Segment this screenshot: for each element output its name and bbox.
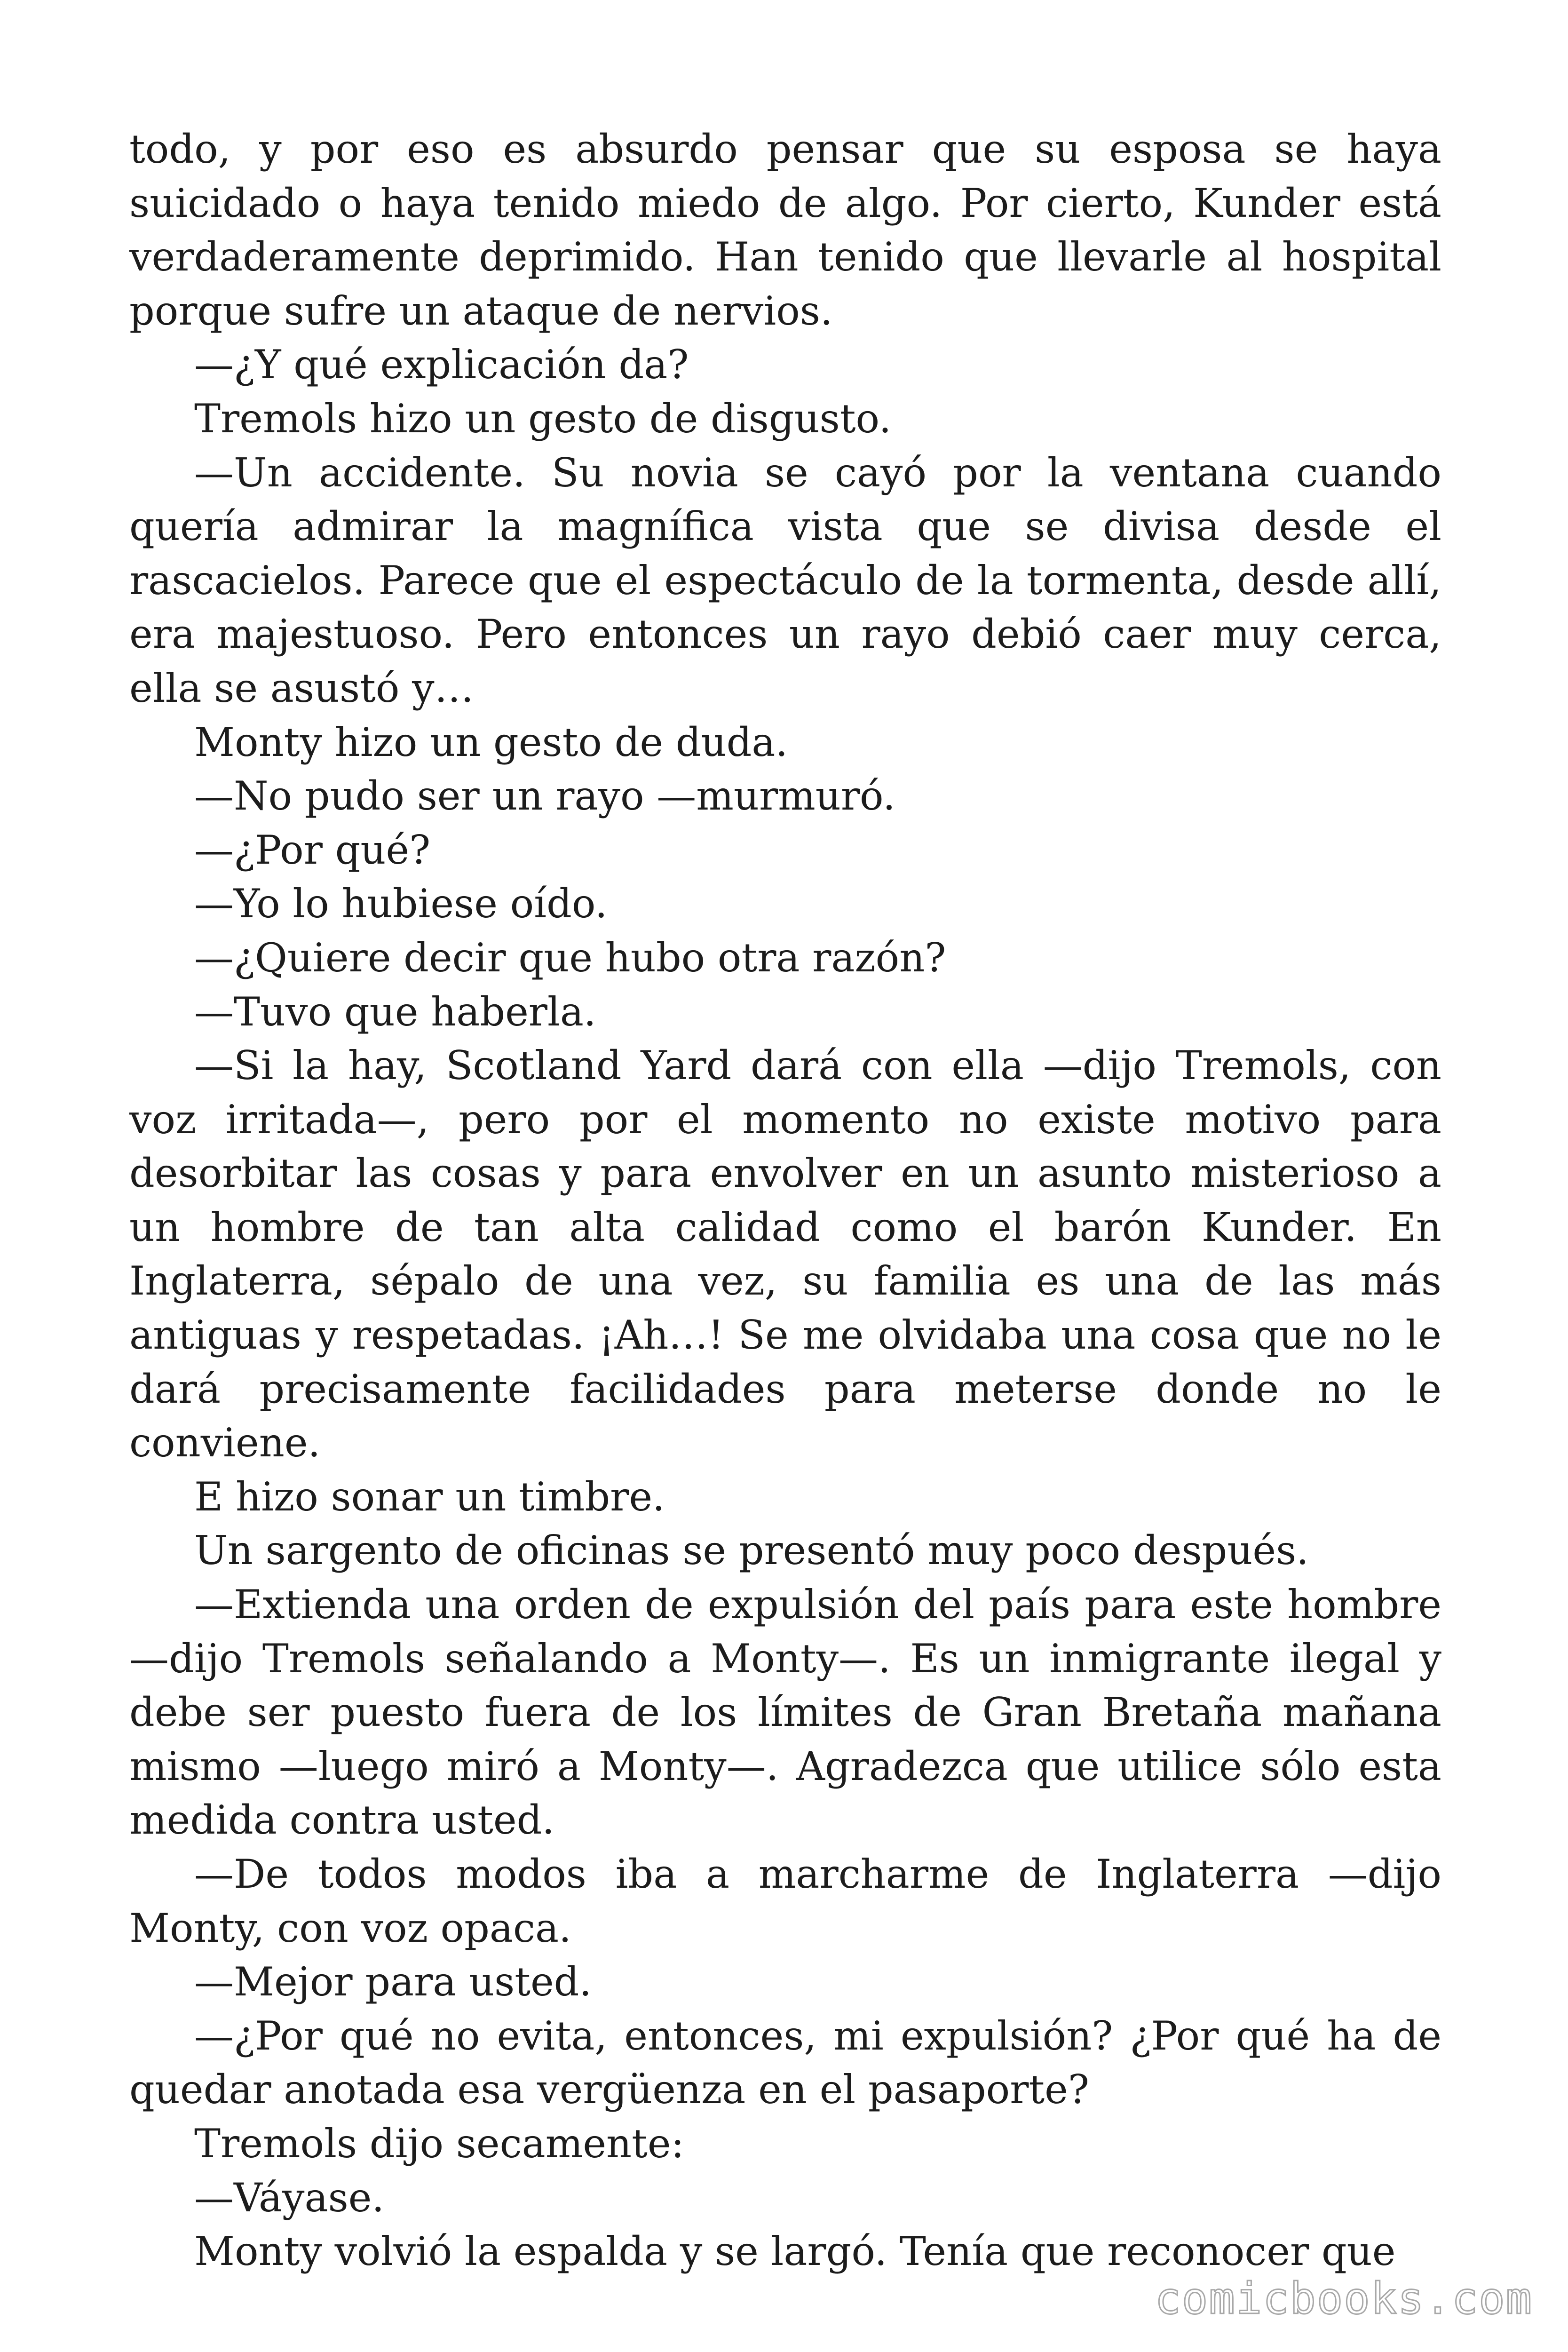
paragraph: Tremols dijo secamente: xyxy=(194,2120,684,2167)
paragraph: Un sargento de oficinas se presentó muy poco después. xyxy=(194,1527,1309,1574)
paragraph: Tremols hizo un gesto de disgusto. xyxy=(194,395,892,442)
paragraph: —¿Y qué explicación da? xyxy=(194,342,689,388)
paragraph: —Mejor para usted. xyxy=(194,1959,592,2005)
paragraph: Monty volvió la espalda y se largó. Tenía que reconocer que xyxy=(194,2228,1396,2275)
body-text xyxy=(129,122,1441,2279)
paragraph: —Tuvo que haberla. xyxy=(194,988,596,1035)
paragraph: —Yo lo hubiese oído. xyxy=(194,881,608,927)
paragraph: E hizo sonar un timbre. xyxy=(194,1473,665,1520)
paragraph: —Si la hay, Scotland Yard dará con ella —dijo Tremols, con voz irritada—, pero por el momento no existe motivo para desorbitar las cosas y para envolver en un asunto misterioso a un hombre de tan alta calidad como el barón Kunder. En Inglaterra, sépalo de una vez, su familia es una de las más antiguas y respetadas. ¡Ah…! Se me olvidaba una cosa que no le dará precisamente facilidades para meterse donde no le conviene. xyxy=(129,1042,1441,1466)
paragraph: Monty hizo un gesto de duda. xyxy=(194,719,788,765)
paragraph: —¿Por qué no evita, entonces, mi expulsión? ¿Por qué ha de quedar anotada esa vergüenza en el pasaporte? xyxy=(129,2012,1441,2113)
paragraph: —No pudo ser un rayo —murmuró. xyxy=(194,773,895,819)
paragraph: —¿Quiere decir que hubo otra razón? xyxy=(194,934,946,981)
paragraph: —Un accidente. Su novia se cayó por la ventana cuando quería admirar la magnífica vista que se divisa desde el rascacielos. Parece que el espectáculo de la tormenta, desde allí, era majestuoso. Pero entonces un rayo debió caer muy cerca, ella se asustó y… xyxy=(129,449,1441,711)
paragraph: —Váyase. xyxy=(194,2174,385,2221)
paragraph: todo, y por eso es absurdo pensar que su esposa se haya suicidado o haya tenido miedo de algo. Por cierto, Kunder está verdaderamente deprimido. Han tenido que llevarle al hospital porque sufre un ataque de nervios. xyxy=(129,126,1441,334)
paragraph: —¿Por qué? xyxy=(194,826,431,873)
watermark: comicbooks.com xyxy=(1155,2273,1533,2324)
paragraph: —Extienda una orden de expulsión del país para este hombre —dijo Tremols señalando a Monty—. Es un inmigrante ilegal y debe ser puesto fuera de los límites de Gran Bretaña mañana mismo —luego miró a Monty—. Agradezca que utilice sólo esta medida contra usted. xyxy=(129,1581,1441,1843)
paragraph: —De todos modos iba a marcharme de Inglaterra —dijo Monty, con voz opaca. xyxy=(129,1851,1441,1951)
